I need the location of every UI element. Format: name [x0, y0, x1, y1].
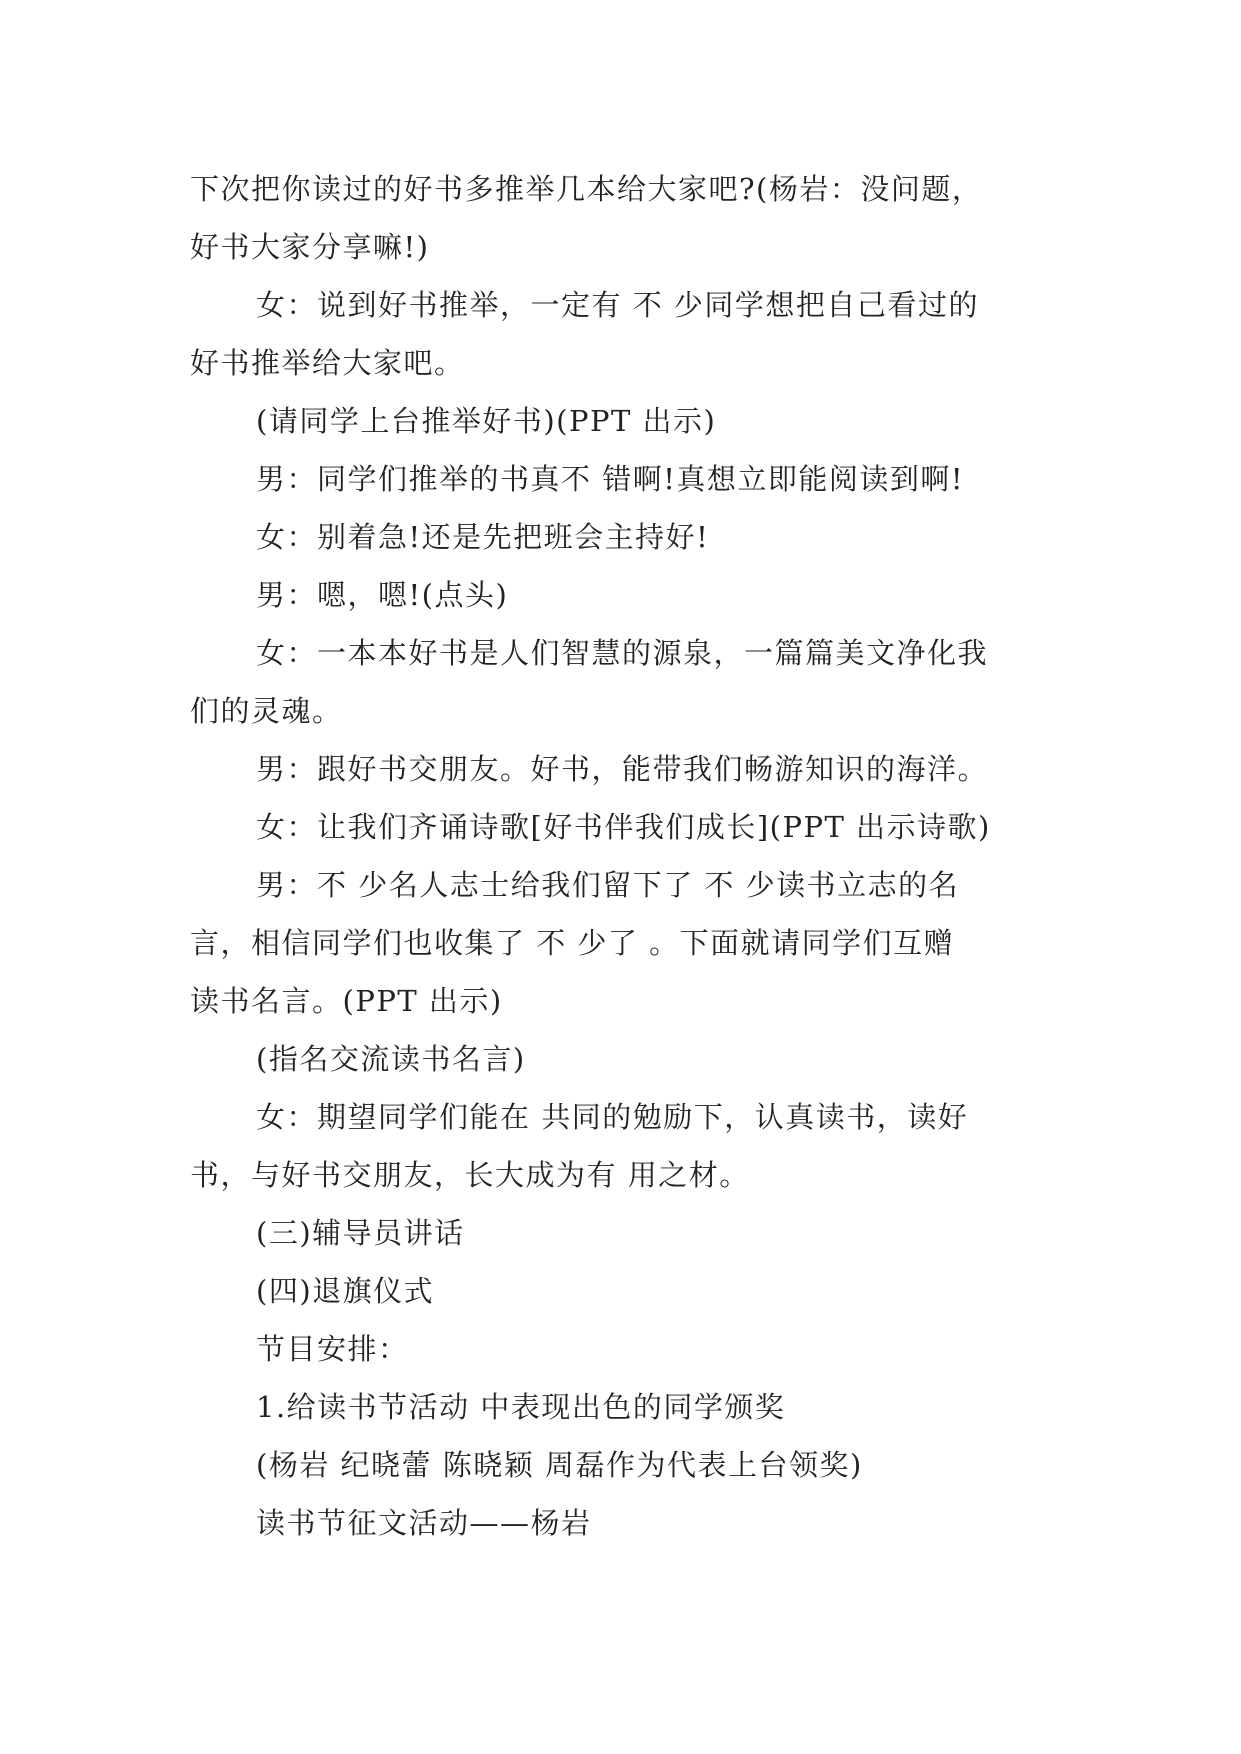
text-line: 男：跟好书交朋友。好书，能带我们畅游知识的海洋。	[256, 752, 989, 786]
text-line: 男：嗯，嗯!(点头)	[256, 578, 509, 612]
text-line: 们的灵魂。	[190, 694, 343, 728]
document-body	[190, 160, 1090, 1552]
text-line: 女：别着急!还是先把班会主持好!	[256, 520, 710, 554]
text-line: 好书大家分享嘛!)	[190, 230, 430, 264]
text-line: 女：一本本好书是人们智慧的源泉，一篇篇美文净化我	[256, 636, 989, 670]
text-line: 下次把你读过的好书多推举几本给大家吧?(杨岩：没问题，	[190, 172, 983, 206]
text-line: 读书节征文活动——杨岩	[256, 1506, 592, 1540]
text-line: (杨岩 纪晓蕾 陈晓颖 周磊作为代表上台领奖)	[256, 1448, 863, 1482]
text-line: 书，与好书交朋友，长大成为有 用之材。	[190, 1158, 750, 1192]
text-line: 好书推举给大家吧。	[190, 346, 465, 380]
text-line: 1.给读书节活动 中表现出色的同学颁奖	[256, 1390, 786, 1424]
text-line: 男：同学们推举的书真不 错啊!真想立即能阅读到啊!	[256, 462, 965, 496]
text-line: 言，相信同学们也收集了 不 少了 。下面就请同学们互赠	[190, 926, 955, 960]
text-line: 男：不 少名人志士给我们留下了 不 少读书立志的名	[256, 868, 960, 902]
text-line: (四)退旗仪式	[256, 1274, 435, 1308]
text-line: 女：说到好书推举，一定有 不 少同学想把自己看过的	[256, 288, 979, 322]
text-line: (请同学上台推举好书)(PPT 出示)	[256, 404, 717, 438]
text-line: (三)辅导员讲话	[256, 1216, 465, 1250]
text-line: 读书名言。(PPT 出示)	[190, 984, 503, 1018]
text-line: 女：期望同学们能在 共同的勉励下，认真读书，读好	[256, 1100, 969, 1134]
text-line: (指名交流读书名言)	[256, 1042, 526, 1076]
text-line: 节目安排：	[256, 1332, 409, 1366]
text-line: 女：让我们齐诵诗歌[好书伴我们成长](PPT 出示诗歌)	[256, 810, 991, 844]
